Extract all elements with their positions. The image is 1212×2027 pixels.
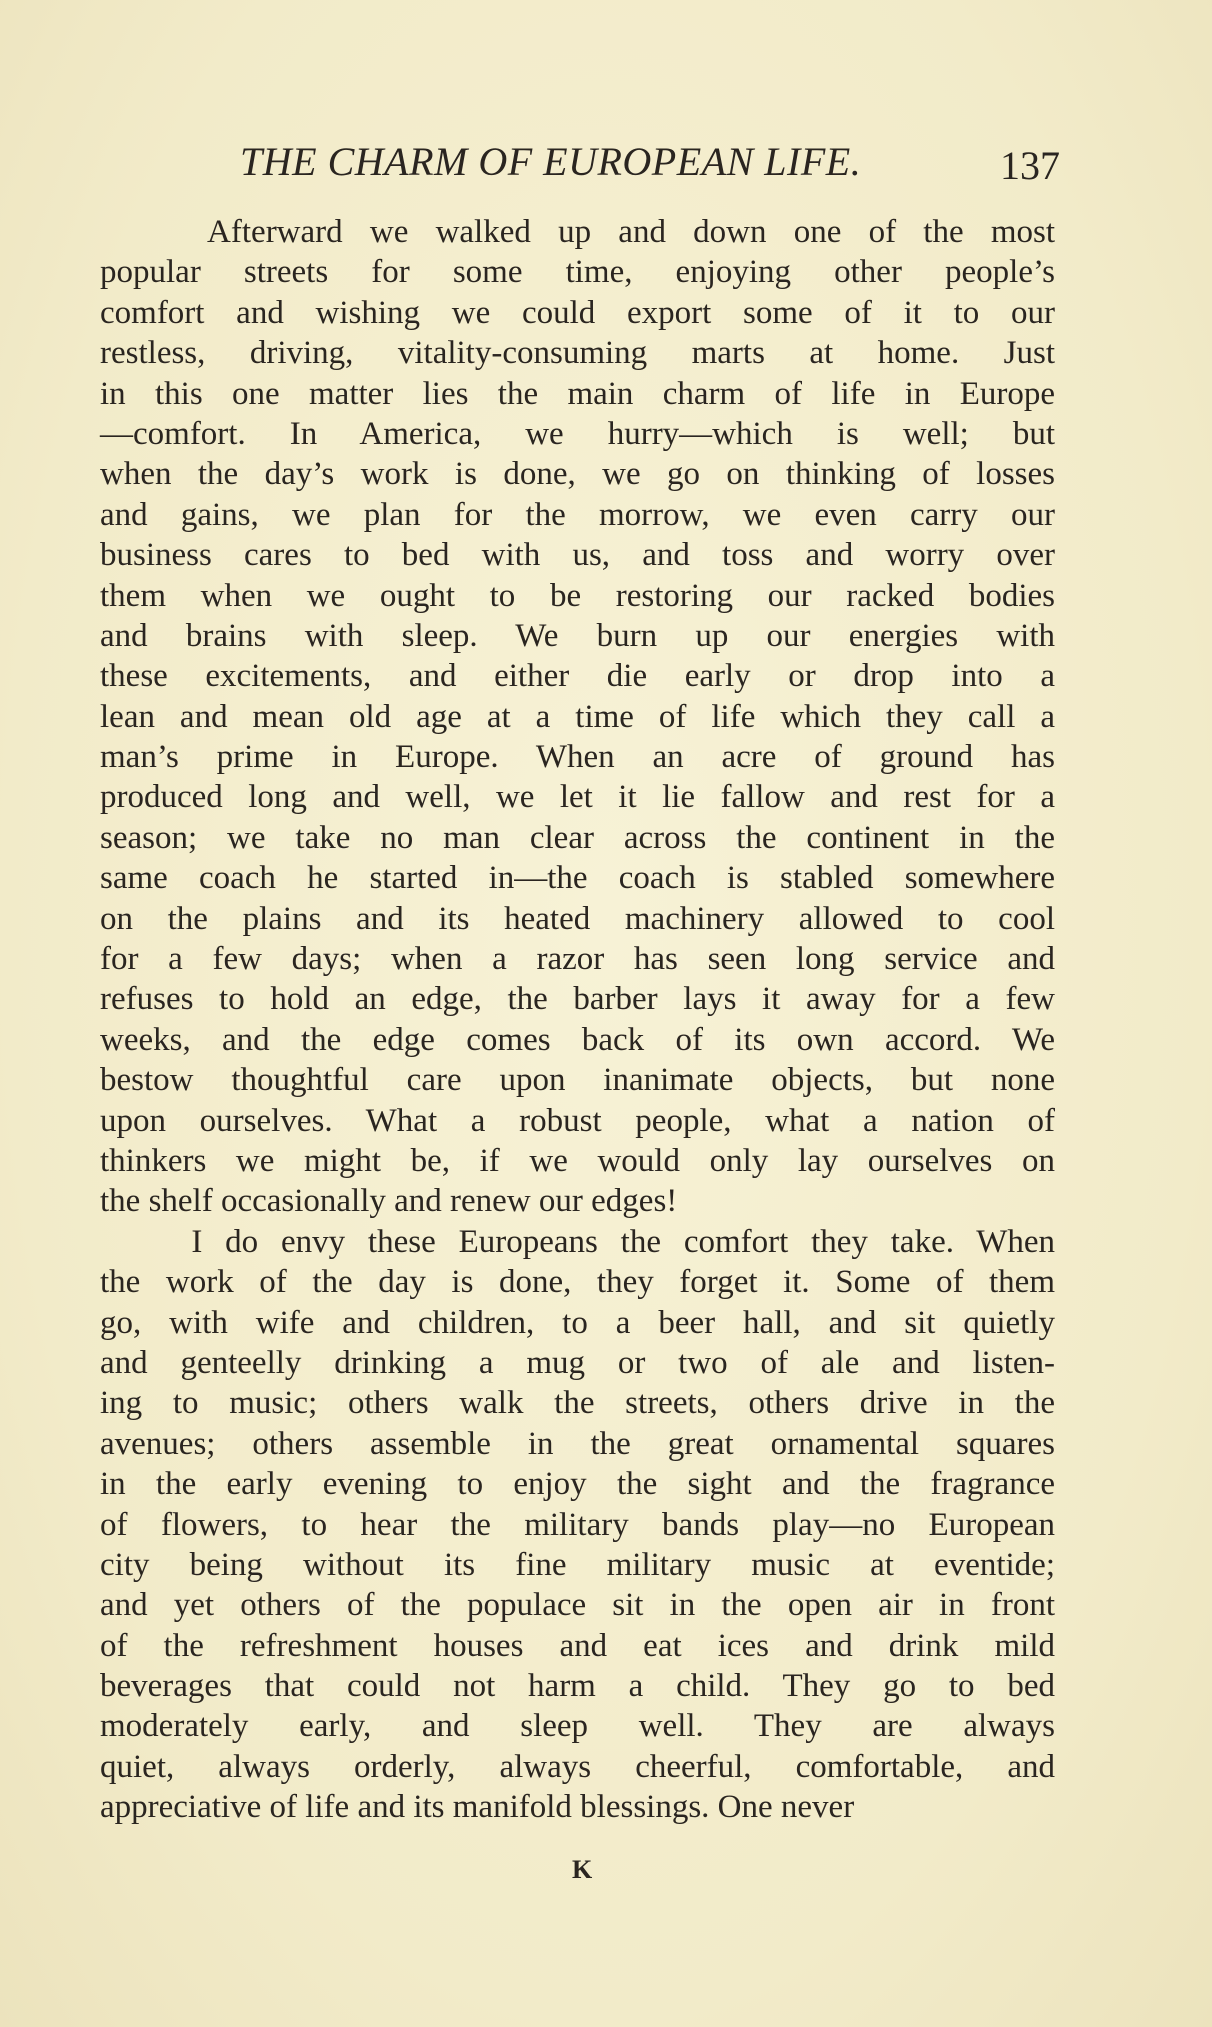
text-line: city being without its fine military music at eventide; — [100, 1546, 1055, 1583]
text-line: refuses to hold an edge, the barber lays it away for a few — [100, 981, 1055, 1018]
text-line: and yet others of the populace sit in the open air in front — [100, 1587, 1055, 1624]
paragraphs — [100, 212, 1055, 1828]
text-line: —comfort. In America, we hurry—which is well; but — [100, 415, 1055, 452]
text-line: season; we take no man clear across the continent in the — [100, 819, 1055, 856]
text-line: weeks, and the edge comes back of its own accord. We — [100, 1021, 1055, 1058]
text-line: these excitements, and either die early or drop into a — [100, 658, 1055, 695]
text-line: upon ourselves. What a robust people, what a nation of — [100, 1102, 1055, 1139]
text-line: ing to music; others walk the streets, others drive in the — [100, 1385, 1055, 1422]
running-head: THE CHARM OF EUROPEAN LIFE. — [240, 139, 862, 184]
body-text — [100, 212, 1055, 1828]
text-line: in this one matter lies the main charm of life in Europe — [100, 375, 1055, 412]
paragraph — [100, 1222, 1055, 1828]
text-line: and genteelly drinking a mug or two of ale and listen- — [100, 1344, 1055, 1381]
text-line: of flowers, to hear the military bands play—no European — [100, 1506, 1055, 1543]
text-line: restless, driving, vitality-consuming marts at home. Just — [100, 335, 1055, 372]
text-line: quiet, always orderly, always cheerful, comfortable, and — [100, 1748, 1055, 1785]
page-header — [100, 138, 1060, 188]
text-line: and gains, we plan for the morrow, we even carry our — [100, 496, 1055, 533]
text-line: in the early evening to enjoy the sight and the fragrance — [100, 1466, 1055, 1503]
text-line: popular streets for some time, enjoying other people’s — [100, 254, 1055, 291]
text-line: thinkers we might be, if we would only lay ourselves on — [100, 1142, 1055, 1179]
text-line: the work of the day is done, they forget it. Some of them — [100, 1264, 1055, 1301]
text-line: same coach he started in—the coach is stabled somewhere — [100, 860, 1055, 897]
text-line: comfort and wishing we could export some of it to our — [100, 294, 1055, 331]
text-line: bestow thoughtful care upon inanimate objects, but none — [100, 1062, 1055, 1099]
text-line: on the plains and its heated machinery allowed to cool — [100, 900, 1055, 937]
text-line: when the day’s work is done, we go on thinking of losses — [100, 456, 1055, 493]
text-line: and brains with sleep. We burn up our energies with — [100, 617, 1055, 654]
text-line: Afterward we walked up and down one of the most — [100, 214, 1055, 250]
page-number: 137 — [1000, 143, 1060, 188]
text-line: beverages that could not harm a child. They go to bed — [100, 1668, 1055, 1705]
text-line: the shelf occasionally and renew our edges! — [100, 1183, 678, 1220]
text-line: them when we ought to be restoring our racked bodies — [100, 577, 1055, 614]
text-line: produced long and well, we let it lie fallow and rest for a — [100, 779, 1055, 816]
text-line: go, with wife and children, to a beer hall, and sit quietly — [100, 1304, 1055, 1341]
text-line: for a few days; when a razor has seen long service and — [100, 941, 1055, 978]
text-line: man’s prime in Europe. When an acre of ground has — [100, 739, 1055, 776]
text-line: appreciative of life and its manifold blessings. One never — [100, 1789, 855, 1826]
paragraph — [100, 212, 1055, 1222]
signature-mark: K — [572, 1855, 593, 1884]
text-line: of the refreshment houses and eat ices and drink mild — [100, 1627, 1055, 1664]
text-line: lean and mean old age at a time of life which they call a — [100, 698, 1055, 735]
text-line: business cares to bed with us, and toss and worry over — [100, 537, 1055, 574]
text-line: I do envy these Europeans the comfort they take. When — [100, 1223, 1055, 1260]
text-line: avenues; others assemble in the great ornamental squares — [100, 1425, 1055, 1462]
text-line: moderately early, and sleep well. They are always — [100, 1708, 1055, 1745]
